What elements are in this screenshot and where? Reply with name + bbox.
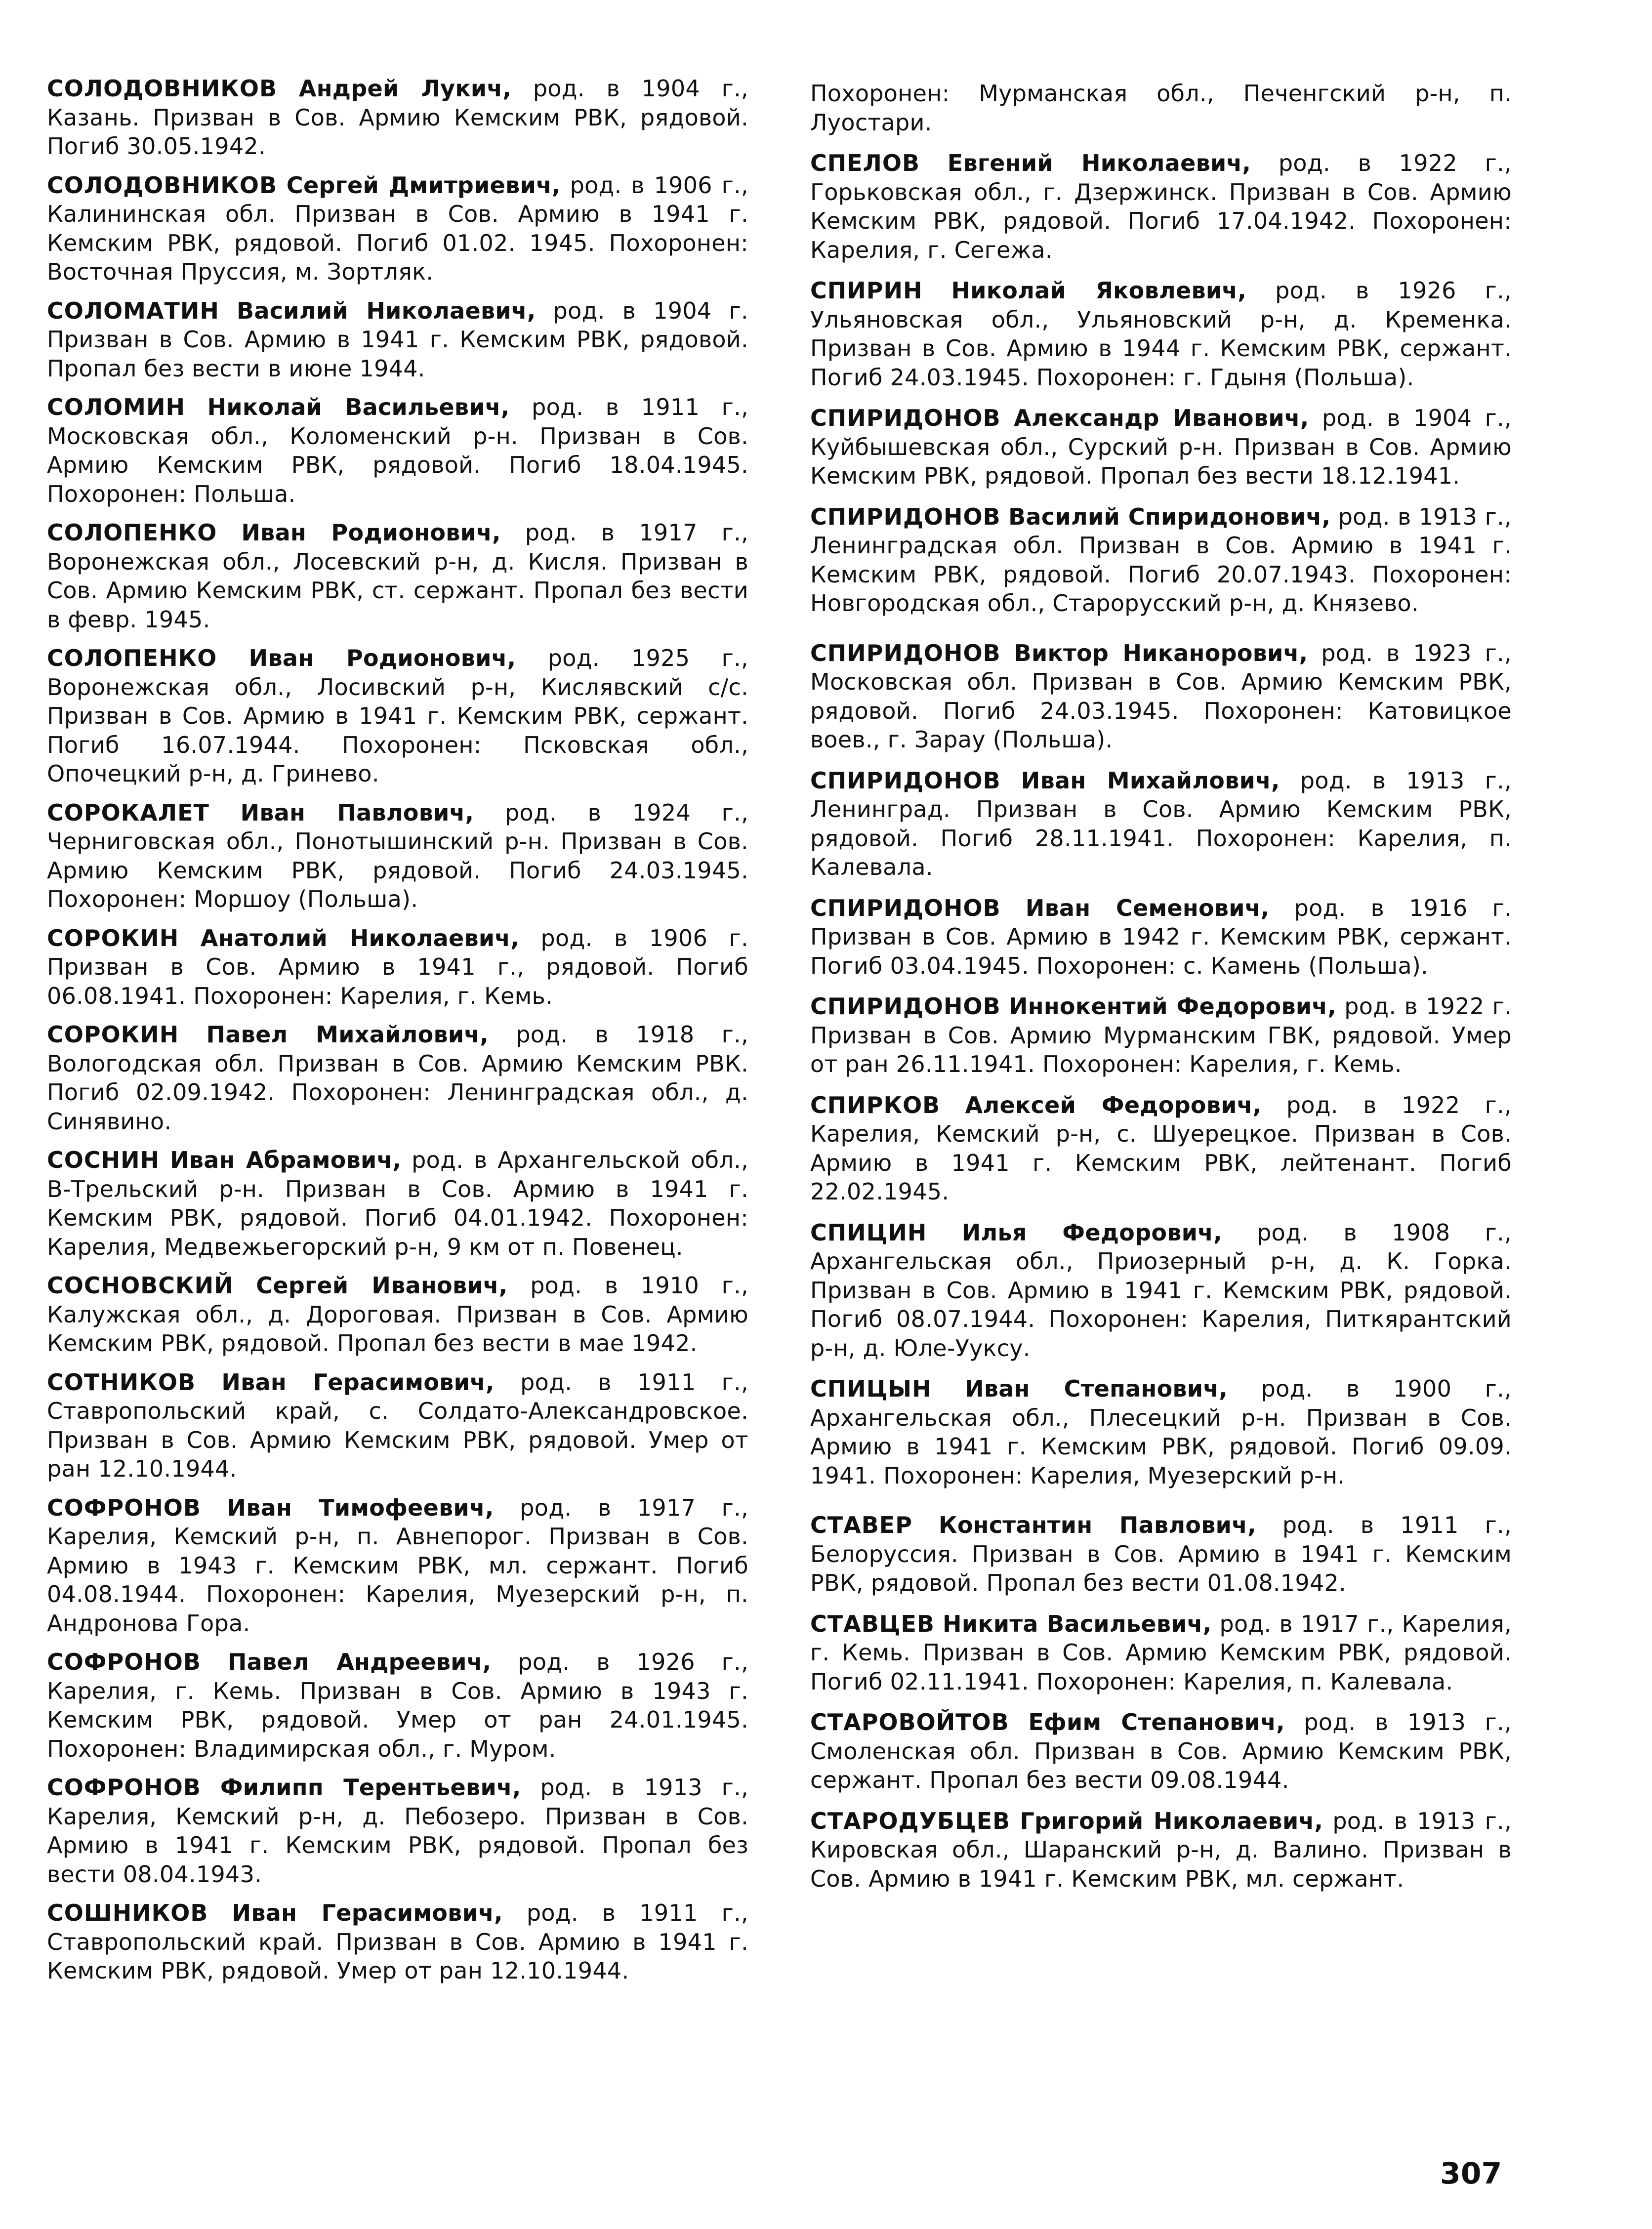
entry-given-name: Андрей Лукич, [298,75,512,102]
entry-text: род. в 1911 г., Ставропольский край. Призван в Сов. Армию в 1941 г. Кемским РВК, рядовой. Умер от ран 12.10.1944. [47,1899,748,1984]
entry [810,404,1512,491]
entry-text: род. в 1917 г., Воронежская обл., Лосевский р-н, д. Кисля. Призван в Сов. Армию Кемским РВК, ст. сержант. Пропал без вести в февр. 1945. [47,519,748,633]
entry-surname: СОСНОВСКИЙ [47,1272,234,1299]
entry-given-name: Николай Васильевич, [207,394,510,420]
entry-given-name: Иннокентий Федорович, [1008,993,1337,1020]
entry-given-name: Иван Родионович, [248,645,516,671]
entry-surname: СПИРИДОНОВ [810,767,1001,794]
entry [810,1218,1512,1363]
entry [47,518,748,634]
entry-surname: СПИЦИН [810,1219,927,1246]
entry-surname: СОЛОДОВНИКОВ [47,171,278,199]
page-number: 307 [1440,2156,1502,2191]
entry-given-name: Евгений Николаевич, [947,150,1251,176]
entry-surname: СПИРИДОНОВ [810,993,1001,1020]
entry [810,149,1512,264]
entry [810,639,1512,754]
entry [47,296,748,383]
entry-surname: СОРОКАЛЕТ [47,799,209,826]
entry-text: род. в 1908 г., Архангельская обл., Приозерный р-н, д. К. Горка. Призван в Сов. Армию в 1941 г. Кемским РВК, рядовой. Погиб 08.07.1944. Похоронен: Карелия, Питкярантский р-н, д. Юле-Ууксу. [810,1219,1512,1362]
entry [47,1146,748,1261]
entry-given-name: Филипп Терентьевич, [220,1774,521,1801]
entry-given-name: Иван Михайлович, [1021,767,1280,794]
entry-surname: СТАРОВОЙТОВ [810,1709,1009,1735]
entry-given-name: Иван Тимофеевич, [227,1494,494,1521]
entry-surname: СПИРИН [810,277,923,304]
entry-given-name: Иван Абрамович, [170,1147,402,1173]
entry-text: род. в 1911 г., Ставропольский край, с. Солдато-Александровское. Призван в Сов. Армию Кемским РВК, рядовой. Умер от ран 12.10.1944. [47,1368,748,1482]
entry-given-name: Иван Родионович, [241,519,501,546]
entry-text: род. в 1904 г., Куйбышевская обл., Сурский р-н. Призван в Сов. Армию Кемским РВК, рядовой. Пропал без вести 18.12.1941. [810,405,1512,489]
entry-surname: СОЛОМАТИН [47,297,219,324]
entry-text: род. в 1913 г., Кировская обл., Шаранский р-н, д. Валино. Призван в Сов. Армию в 1941 г. Кемским РВК, мл. сержант. [810,1807,1512,1892]
entry-surname: СПИЦЫН [810,1375,932,1402]
entry-text: род. в 1904 г. Призван в Сов. Армию в 1941 г. Кемским РВК, рядовой. Пропал без вести в июне 1944. [47,297,748,382]
entry-surname: СОЛОПЕНКО [47,645,217,671]
entry [810,992,1512,1079]
entry-given-name: Василий Николаевич, [237,297,536,324]
entry-surname: СПИРИДОНОВ [810,503,1001,530]
entry-text: род. в Архангельской обл., В-Трельский р-н. Призван в Сов. Армию в 1941 г. Кемским РВК, рядовой. Погиб 04.01.1942. Похоронен: Карелия, Медвежьегорский р-н, 9 км от п. Повенец. [47,1147,748,1260]
entry [47,393,748,508]
entry-text: род. в 1922 г., Карелия, Кемский р-н, с. Шуерецкое. Призван в Сов. Армию в 1941 г. Кемским РВК, лейтенант. Погиб 22.02.1945. [810,1091,1512,1205]
entry [47,1773,748,1889]
entry-text: род. в 1926 г., Ульяновская обл., Ульяновский р-н, д. Кременка. Призван в Сов. Армию в 1944 г. Кемским РВК, сержант. Погиб 24.03.1945. Похоронен: г. Гдыня (Польша). [810,277,1512,391]
entry-text: род. в 1917 г., Карелия, Кемский р-н, п. Авнепорог. Призван в Сов. Армию в 1943 г. Кемским РВК, мл. сержант. Погиб 04.08.1944. Похоронен: Карелия, Муезерский р-н, п. Андронова Гора. [47,1494,748,1637]
entry-given-name: Александр Иванович, [1014,405,1309,431]
entry-text: род. в 1906 г. Призван в Сов. Армию в 1941 г., рядовой. Погиб 06.08.1941. Похоронен: Карелия, г. Кемь. [47,924,748,1009]
right-column [810,79,1512,1905]
entry-text: Похоронен: Мурманская обл., Печенгский р-н, п. Луостари. [810,80,1512,136]
entry-text: род. в 1923 г., Московская обл. Призван в Сов. Армию Кемским РВК, рядовой. Погиб 24.03.1945. Похоронен: Катовицкое воев., г. Зарау (Польша). [810,639,1512,753]
entry [47,1271,748,1358]
entry-surname: СОТНИКОВ [47,1368,196,1396]
entry [810,1708,1512,1795]
entry-text: род. в 1906 г., Калининская обл. Призван в Сов. Армию в 1941 г. Кемским РВК, рядовой. Погиб 01.02. 1945. Похоронен: Восточная Пруссия, м. Зортляк. [47,171,748,285]
entry-surname: СОШНИКОВ [47,1899,208,1926]
entry [47,644,748,788]
entry-text: род. в 1922 г., Горьковская обл., г. Дзержинск. Призван в Сов. Армию Кемским РВК, рядовой. Погиб 17.04.1942. Похоронен: Карелия, г. Сегежа. [810,150,1512,263]
entry-given-name: Сергей Дмитриевич, [286,171,561,199]
entry-text: род. в 1916 г. Призван в Сов. Армию в 1942 г. Кемским РВК, сержант. Погиб 03.04.1945. Похоронен: с. Камень (Польша). [810,894,1512,979]
entry [47,1493,748,1638]
entry-given-name: Иван Герасимович, [221,1368,495,1396]
entry-surname: СПЕЛОВ [810,150,920,176]
entry [810,894,1512,981]
entry-text: род. в 1913 г., Карелия, Кемский р-н, д. Пебозеро. Призван в Сов. Армию в 1941 г. Кемским РВК, рядовой. Пропал без вести 08.04.1943. [47,1774,748,1888]
entry-text: род. в 1910 г., Калужская обл., д. Дороговая. Призван в Сов. Армию Кемским РВК, рядовой. Пропал без вести в мае 1942. [47,1272,748,1357]
entry-surname: СОЛОМИН [47,394,185,420]
entry-given-name: Павел Андреевич, [227,1649,492,1675]
entry-text: род. в 1913 г., Смоленская обл. Призван в Сов. Армию Кемским РВК, сержант. Пропал без вести 09.08.1944. [810,1709,1512,1793]
entry-surname: СТАВЦЕВ [810,1610,935,1637]
entry [47,924,748,1011]
entry-text: род. в 1911 г., Московская обл., Коломенский р-н. Призван в Сов. Армию Кемским РВК, рядовой. Погиб 18.04.1945. Похоронен: Польша. [47,394,748,507]
entry-text: род. в 1900 г., Архангельская обл., Плесецкий р-н. Призван в Сов. Армию в 1941 г. Кемским РВК, рядовой. Погиб 09.09. 1941. Похоронен: Карелия, Муезерский р-н. [810,1375,1512,1489]
entry-given-name: Иван Павлович, [240,799,474,826]
entry-text: род. в 1924 г., Черниговская обл., Понотышинский р-н. Призван в Сов. Армию Кемским РВК, рядовой. Погиб 24.03.1945. Похоронен: Моршоу (Польша). [47,799,748,912]
entry-text: род. в 1911 г., Белоруссия. Призван в Сов. Армию в 1941 г. Кемским РВК, рядовой. Пропал без вести 01.08.1942. [810,1512,1512,1596]
entry-text: род. в 1904 г., Казань. Призван в Сов. Армию Кемским РВК, рядовой. Погиб 30.05.1942. [47,75,748,160]
entry-surname: СТАРОДУБЦЕВ [810,1807,1011,1834]
entry-text: род. 1925 г., Воронежская обл., Лосивский р-н, Кислявский с/с. Призван в Сов. Армию в 1941 г. Кемским РВК, сержант. Погиб 16.07.1944. Похоронен: Псковская обл., Опочецкий р-н, д. Гринево. [47,645,748,787]
entry-text: род. в 1922 г. Призван в Сов. Армию Мурманским ГВК, рядовой. Умер от ран 26.11.1941. Похоронен: Карелия, г. Кемь. [810,993,1512,1077]
entry-given-name: Иван Степанович, [965,1375,1228,1402]
entry-surname: СТАВЕР [810,1512,912,1538]
entry-continuation [810,79,1512,137]
entry [47,1368,748,1484]
entry [810,1511,1512,1598]
entry-given-name: Сергей Иванович, [256,1272,508,1299]
entry-surname: СОЛОПЕНКО [47,519,217,546]
entry-text: род. в 1913 г., Ленинградская обл. Призван в Сов. Армию в 1941 г. Кемским РВК, рядовой. Погиб 20.07.1943. Похоронен: Новгородская обл., Старорусский р-н, д. Князево. [810,503,1512,617]
entry-surname: СПИРКОВ [810,1091,941,1118]
entry-given-name: Николай Яковлевич, [951,277,1247,304]
entry-given-name: Илья Федорович, [961,1219,1222,1246]
entry [810,1374,1512,1490]
entry [810,766,1512,882]
entry-text: род. в 1918 г., Вологодская обл. Призван в Сов. Армию Кемским РВК. Погиб 02.09.1942. Похоронен: Ленинградская обл., д. Синявино. [47,1021,748,1135]
entry-given-name: Павел Михайлович, [206,1021,489,1048]
entry-surname: СОФРОНОВ [47,1494,201,1521]
entry-surname: СОРОКИН [47,924,179,951]
entry-given-name: Ефим Степанович, [1028,1709,1285,1735]
left-column [47,74,748,1995]
entry-surname: СОЛОДОВНИКОВ [47,75,278,102]
entry-surname: СОСНИН [47,1147,160,1173]
entry [47,1648,748,1763]
entry-surname: СПИРИДОНОВ [810,405,1001,431]
entry [47,798,748,914]
entry-given-name: Анатолий Николаевич, [200,924,520,951]
entry [810,502,1512,618]
entry-surname: СПИРИДОНОВ [810,639,1001,666]
entry [47,171,748,287]
entry-text: род. в 1926 г., Карелия, г. Кемь. Призван в Сов. Армию в 1943 г. Кемским РВК, рядовой. Умер от ран 24.01.1945. Похоронен: Владимирская обл., г. Муром. [47,1649,748,1762]
entry-text: род. в 1913 г., Ленинград. Призван в Сов. Армию Кемским РВК, рядовой. Погиб 28.11.1941. Похоронен: Карелия, п. Калевала. [810,767,1512,880]
entry [47,1020,748,1136]
entry [810,276,1512,392]
entry-surname: СОФРОНОВ [47,1649,201,1675]
entry-given-name: Виктор Никанорович, [1014,639,1308,666]
entry-given-name: Алексей Федорович, [965,1091,1262,1118]
entry-surname: СПИРИДОНОВ [810,894,1001,921]
entry [47,74,748,161]
entry-surname: СОРОКИН [47,1021,179,1048]
entry [810,1610,1512,1696]
entry [810,1807,1512,1894]
entry-given-name: Иван Герасимович, [232,1899,503,1926]
entry-given-name: Иван Семенович, [1025,894,1270,921]
entry-given-name: Никита Васильевич, [943,1610,1212,1637]
entry-given-name: Василий Спиридонович, [1008,503,1331,530]
entry-given-name: Константин Павлович, [938,1512,1256,1538]
entry [47,1899,748,1985]
entry-text: род. в 1917 г., Карелия, г. Кемь. Призван в Сов. Армию Кемским РВК, рядовой. Погиб 02.11.1941. Похоронен: Карелия, п. Калевала. [810,1610,1512,1695]
entry [810,1091,1512,1206]
entry-surname: СОФРОНОВ [47,1774,201,1801]
entry-given-name: Григорий Николаевич, [1020,1807,1323,1834]
